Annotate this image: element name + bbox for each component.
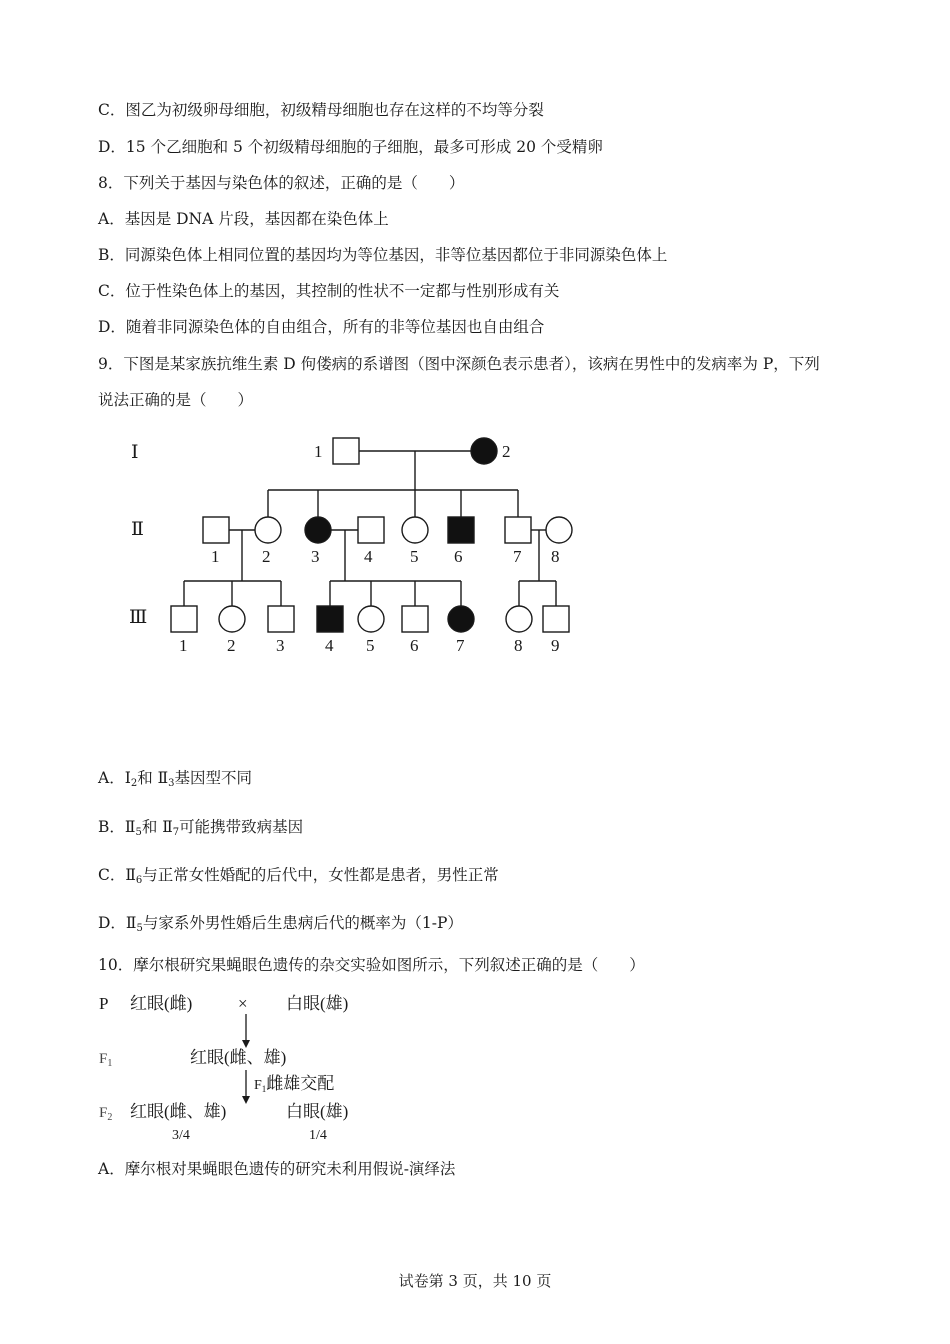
- gen3-num: 8: [514, 636, 523, 655]
- gen2-num: 6: [454, 547, 463, 566]
- q9-option-d: D．$Ⅱ_5$与家系外男性婚后生患病后代的概率为（1-P）: [98, 914, 463, 934]
- gen-label-II: Ⅱ: [131, 519, 144, 540]
- gen3-num: 7: [456, 636, 465, 655]
- q9-stem: 9．下图是某家族抗维生素 D 佝偻病的系谱图（图中深颜色表示患者），该病在男性中的发病率为 P，下列: [98, 355, 820, 373]
- page-footer: 试卷第 3 页，共 10 页: [398, 1272, 552, 1290]
- gen3-num: 3: [276, 636, 285, 655]
- gen2-num: 7: [513, 547, 522, 566]
- option-d-prev: D．15 个乙细胞和 5 个初级精母细胞的子细胞，最多可形成 20 个受精卵: [98, 138, 603, 156]
- q8-option-b: B．同源染色体上相同位置的基因均为等位基因，非等位基因都位于非同源染色体上: [98, 246, 668, 264]
- q10-option-a: A．摩尔根对果蝇眼色遗传的研究未利用假说-演绎法: [98, 1160, 456, 1178]
- f2-white-ratio: 1/4: [309, 1128, 327, 1143]
- gen2-num: 2: [262, 547, 271, 566]
- p-female: 红眼(雌): [130, 994, 193, 1013]
- gen3-num: 9: [551, 636, 560, 655]
- p-male: 白眼(雄): [286, 994, 349, 1013]
- q8-stem: 8．下列关于基因与染色体的叙述，正确的是（ ）: [98, 174, 465, 192]
- gen3-num: 5: [366, 636, 375, 655]
- q9-option-b: B．$Ⅱ_5$和 $Ⅱ_7$可能携带致病基因: [98, 818, 304, 838]
- gen2-num: 5: [410, 547, 419, 566]
- q8-option-d: D．随着非同源染色体的自由组合，所有的非等位基因也自由组合: [98, 318, 545, 336]
- gen1-num: 2: [502, 442, 511, 461]
- q9-option-c: C．$Ⅱ_6$与正常女性婚配的后代中，女性都是患者，男性正常: [98, 866, 499, 886]
- gen2-num: 8: [551, 547, 560, 566]
- f2-label: $F_2$: [99, 1105, 113, 1123]
- option-c-prev: C．图乙为初级卵母细胞，初级精母细胞也存在这样的不均等分裂: [98, 101, 544, 119]
- gen2-num: 3: [311, 547, 320, 566]
- q10-stem: 10．摩尔根研究果蝇眼色遗传的杂交实验如图所示，下列叙述正确的是（ ）: [98, 956, 645, 974]
- f2-red-ratio: 3/4: [172, 1128, 190, 1143]
- gen-label-I: Ⅰ: [131, 442, 139, 463]
- gen2-num: 4: [364, 547, 373, 566]
- gen1-num: 1: [314, 442, 323, 461]
- p-label: P: [99, 994, 109, 1013]
- gen2-num: 1: [211, 547, 220, 566]
- q9-option-a: A．$Ⅰ_2$和 $Ⅱ_3$基因型不同: [98, 769, 253, 789]
- gen3-num: 6: [410, 636, 419, 655]
- f2-red: 红眼(雌、雄): [130, 1102, 227, 1121]
- q8-option-a: A．基因是 DNA 片段，基因都在染色体上: [98, 210, 389, 228]
- gen-label-III: Ⅲ: [129, 607, 148, 628]
- gen3-num: 1: [179, 636, 188, 655]
- cross-sign: ×: [238, 994, 248, 1013]
- f1-label: $F_1$: [99, 1051, 113, 1069]
- f1-mating: F1雌雄交配: [254, 1074, 335, 1094]
- f1-result: 红眼(雌、雄): [190, 1048, 287, 1067]
- gen3-num: 2: [227, 636, 236, 655]
- q8-option-c: C．位于性染色体上的基因，其控制的性状不一定都与性别形成有关: [98, 282, 560, 300]
- gen3-num: 4: [325, 636, 334, 655]
- f2-white: 白眼(雄): [286, 1102, 349, 1121]
- q9-stem-cont: 说法正确的是（ ）: [98, 391, 254, 409]
